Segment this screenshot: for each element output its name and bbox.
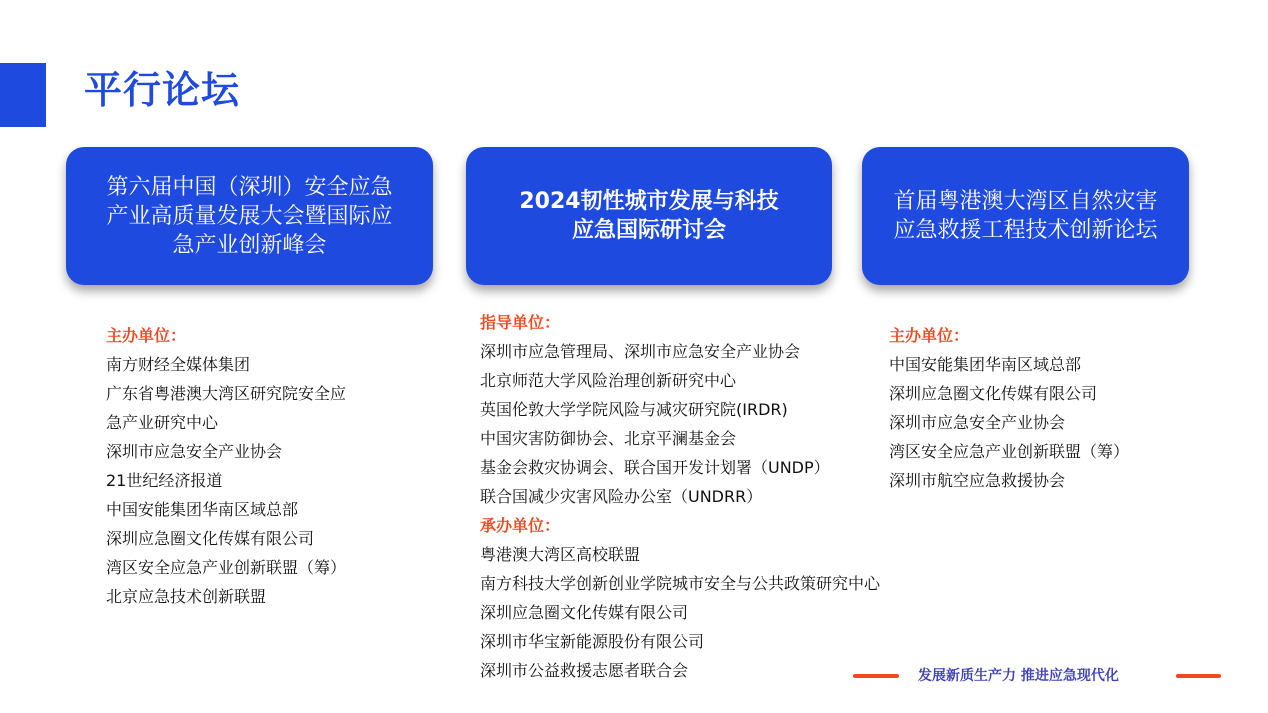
host-item: 深圳市华宝新能源股份有限公司 — [480, 632, 705, 651]
organizer-item: 深圳市应急安全产业协会 — [889, 413, 1066, 432]
host-heading: 承办单位： — [480, 516, 561, 535]
page-title: 平行论坛 — [84, 68, 241, 112]
forum-card-3-title-line: 应急救援工程技术创新论坛 — [893, 218, 1158, 243]
forum-card-1 — [66, 147, 433, 285]
organizer-item: 广东省粤港澳大湾区研究院安全应 — [106, 384, 347, 403]
host-item: 粤港澳大湾区高校联盟 — [480, 545, 641, 564]
guidance-item: 深圳市应急管理局、深圳市应急安全产业协会 — [480, 342, 801, 361]
forum-card-2-title — [519, 187, 778, 245]
organizer-heading: 主办单位： — [889, 326, 970, 345]
organizer-item: 北京应急技术创新联盟 — [106, 587, 267, 606]
organizer-item: 湾区安全应急产业创新联盟（筹） — [889, 442, 1130, 461]
forum-card-3 — [862, 147, 1189, 285]
forum-card-3-title-line: 首届粤港澳大湾区自然灾害 — [893, 189, 1158, 214]
forum-card-1-title — [106, 173, 392, 260]
forum-card-1-title-line: 急产业创新峰会 — [172, 232, 327, 258]
title-accent-bar — [0, 63, 46, 127]
host-item: 深圳应急圈文化传媒有限公司 — [480, 603, 689, 622]
forum-card-3-title — [893, 187, 1157, 245]
forum-card-2-title-line: 2024韧性城市发展与科技 — [519, 189, 779, 214]
forum-3-organizers — [889, 321, 1129, 495]
forum-card-2 — [466, 147, 832, 285]
slogan-divider-right — [1176, 674, 1221, 678]
forum-2-organizers — [480, 308, 880, 685]
guidance-item: 英国伦敦大学学院风险与减灾研究院(IRDR) — [480, 400, 788, 419]
host-item: 南方科技大学创新创业学院城市安全与公共政策研究中心 — [480, 574, 881, 593]
slogan: 发展新质生产力 推进应急现代化 — [918, 668, 1119, 684]
forum-card-1-title-line: 第六届中国（深圳）安全应急 — [106, 174, 393, 200]
organizer-item: 深圳市应急安全产业协会 — [106, 442, 283, 461]
slogan-divider-left — [853, 674, 899, 678]
organizer-item: 南方财经全媒体集团 — [106, 355, 251, 374]
organizer-item: 深圳应急圈文化传媒有限公司 — [889, 384, 1098, 403]
organizer-item: 深圳应急圈文化传媒有限公司 — [106, 529, 315, 548]
guidance-item: 基金会救灾协调会、联合国开发计划署（UNDP） — [480, 458, 830, 477]
organizer-item: 湾区安全应急产业创新联盟（筹） — [106, 558, 347, 577]
organizer-item: 中国安能集团华南区域总部 — [106, 500, 299, 519]
forum-1-organizers — [106, 321, 346, 611]
guidance-heading: 指导单位： — [480, 313, 561, 332]
guidance-item: 中国灾害防御协会、北京平澜基金会 — [480, 429, 737, 448]
organizer-item: 中国安能集团华南区域总部 — [889, 355, 1082, 374]
organizer-heading: 主办单位： — [106, 326, 187, 345]
host-item: 深圳市公益救援志愿者联合会 — [480, 661, 689, 680]
forum-card-1-title-line: 产业高质量发展大会暨国际应 — [106, 203, 393, 229]
guidance-item: 联合国减少灾害风险办公室（UNDRR） — [480, 487, 763, 506]
organizer-item: 深圳市航空应急救援协会 — [889, 471, 1066, 490]
forum-card-2-title-line: 应急国际研讨会 — [571, 218, 726, 243]
organizer-item: 21世纪经济报道 — [106, 471, 223, 490]
organizer-item: 急产业研究中心 — [106, 413, 219, 432]
guidance-item: 北京师范大学风险治理创新研究中心 — [480, 371, 737, 390]
